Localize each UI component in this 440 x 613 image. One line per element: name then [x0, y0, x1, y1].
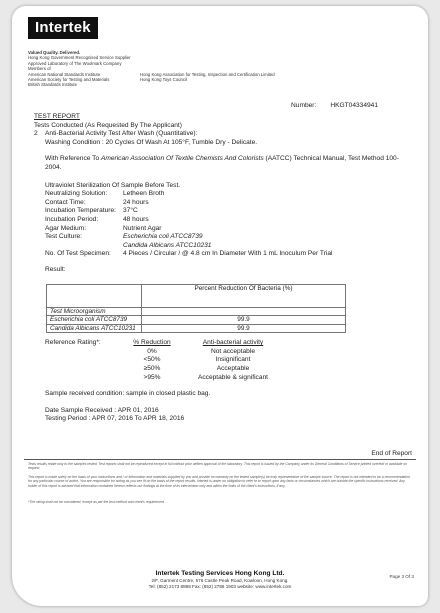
number-value: HKGT04334941	[330, 102, 378, 109]
member-item: British Standards Institute	[28, 82, 77, 88]
param-row: Candida Albicans ATCC10231	[123, 241, 212, 249]
item-title: Anti-Bacterial Activity Test After Wash (Quantitative):	[45, 130, 198, 138]
param-row: Agar Medium: Nutrient Agar	[45, 224, 162, 232]
rating-activity-header: Anti-bacterial activity	[202, 339, 264, 347]
rating-reduction-header: % Reduction	[133, 339, 171, 347]
company-address: 2/F, Garment Centre, 576 Castle Peak Road, Kowloon, Hong Kong.	[151, 578, 289, 583]
param-row: Neutralizing Solution: Letheen Broth	[45, 190, 165, 198]
param-row: Incubation Period: 48 hours	[45, 215, 149, 223]
report-body	[34, 113, 412, 424]
member-item: American Society for Testing and Materials	[28, 77, 110, 83]
param-row: No. Of Test Specimen: 4 Pieces / Circular / @ 4.8 cm In Diameter With 1 mL Inoculum Per Trial	[45, 250, 333, 258]
report-number	[291, 102, 378, 111]
column-header: Percent Reduction Of Bacteria (%)	[142, 284, 346, 307]
rating-activity: Acceptable	[216, 365, 250, 373]
reference-standard: American Association Of Textile Chemists And Colorists	[100, 155, 264, 163]
test-item	[34, 130, 412, 139]
disclaimer-note: *The rating shall not be considered, except as per the test method and client's requirement.	[28, 500, 165, 504]
divider	[24, 459, 416, 460]
company-name: Intertek Testing Services Hong Kong Ltd.	[155, 570, 285, 577]
member-item: Hong Kong Toys Council	[140, 77, 187, 83]
report-title: TEST REPORT	[34, 113, 80, 120]
wash-condition: Washing Condition : 20 Cycles Of Wash At 105°F, Tumble Dry - Delicate.	[45, 138, 258, 146]
intertek-logo: Intertek	[28, 17, 98, 39]
result-table	[46, 284, 346, 334]
table-row	[47, 316, 346, 325]
date-received: Date Sample Received : APR 01, 2016	[45, 406, 159, 414]
sample-condition: Sample received condition: sample in closed plastic bag.	[45, 390, 211, 398]
organism-name: Candida Albicans ATCC10231	[50, 324, 136, 332]
organism-name: Escherichia coli ATCC8739	[50, 316, 128, 324]
members-block	[28, 72, 413, 88]
disclaimer-text: Tests results relate only to the samples tested. Test reports shall not be reproduced except in full without prior written approval of the laboratory. This report is issued by the Company under its General Conditions of Service printed overleaf or available on request.	[28, 462, 408, 471]
table-header-row	[47, 284, 346, 307]
param-row: Incubation Temperature: 37°C	[45, 207, 138, 215]
member-item: American National Standards Institute	[28, 71, 101, 77]
sterilization-note: Ultraviolet Sterilization Of Sample Before Test.	[45, 181, 181, 189]
result-label: Result:	[45, 265, 66, 273]
footer	[12, 570, 428, 589]
rating-reduction: >95%	[143, 373, 161, 381]
table-row	[47, 324, 346, 333]
company-contact: Tel: (852) 2173 8888 Fax: (852) 2786 1903 website: www.intertek.com	[148, 583, 292, 589]
row-header: Test Microorganism	[47, 307, 142, 316]
rating-reduction: <50%	[143, 356, 161, 364]
rating-reduction: ≥50%	[143, 365, 161, 373]
disclaimer-text: This report is made solely on the basis of your instructions and / or information and materials supplied by you and provide no warranty on the tested sample(s) be truly representative of the sample source. The report is not intended to be a recommendation for any particular course of action. You are responsible for acting as you see fit on the basis of the report results. Intertek is under no obligation to refer to or report upon any facts or circumstances which are outside the specific instructions received. Any holder of this report is advised that information contained hereon reflects our findings at the time of its intervention only and within the limits of the client's instructions, if any.	[28, 475, 410, 488]
item-number: 2	[34, 130, 38, 138]
rating-label: Reference Rating*:	[45, 339, 101, 347]
testing-period: Testing Period : APR 07, 2016 To APR 18, 2016	[45, 415, 185, 423]
tagline: Valued Quality. Delivered.	[28, 50, 81, 55]
member-item: Hong Kong Association for Testing, Inspection and Certification Limited	[140, 71, 275, 77]
letterhead	[28, 50, 413, 88]
reduction-value: 99.9	[142, 316, 346, 325]
report-page	[12, 6, 428, 606]
members-label: Members of	[28, 66, 51, 72]
approval-line: Hong Kong Government Recognised Service Supplier	[28, 55, 131, 61]
reduction-value: 99.9	[142, 324, 346, 333]
test-parameters	[34, 190, 412, 259]
tests-conducted: Tests Conducted (As Requested By The Applicant)	[34, 121, 182, 129]
reference-rating	[34, 339, 412, 382]
rating-reduction: 0%	[147, 347, 157, 355]
approval-line: Approved Laboratory of The Woolmark Company	[28, 60, 122, 66]
reference-method: With Reference To American Association Of Textile Chemists And Colorists (AATCC) Technical Manual, Test Method 100-2004.	[45, 155, 399, 171]
number-label: Number:	[291, 102, 317, 109]
rating-activity: Not acceptable	[211, 347, 255, 355]
param-row: Contact Time: 24 hours	[45, 198, 149, 206]
rating-activity: Acceptable & significant	[197, 373, 268, 381]
table-row	[47, 307, 346, 316]
page-number: Page 3 Of 3	[389, 574, 414, 579]
param-row: Test Culture: Escherichia coli ATCC8739	[45, 233, 203, 241]
rating-activity: Insignificant	[215, 356, 251, 364]
end-of-report: End of Report	[371, 450, 412, 457]
